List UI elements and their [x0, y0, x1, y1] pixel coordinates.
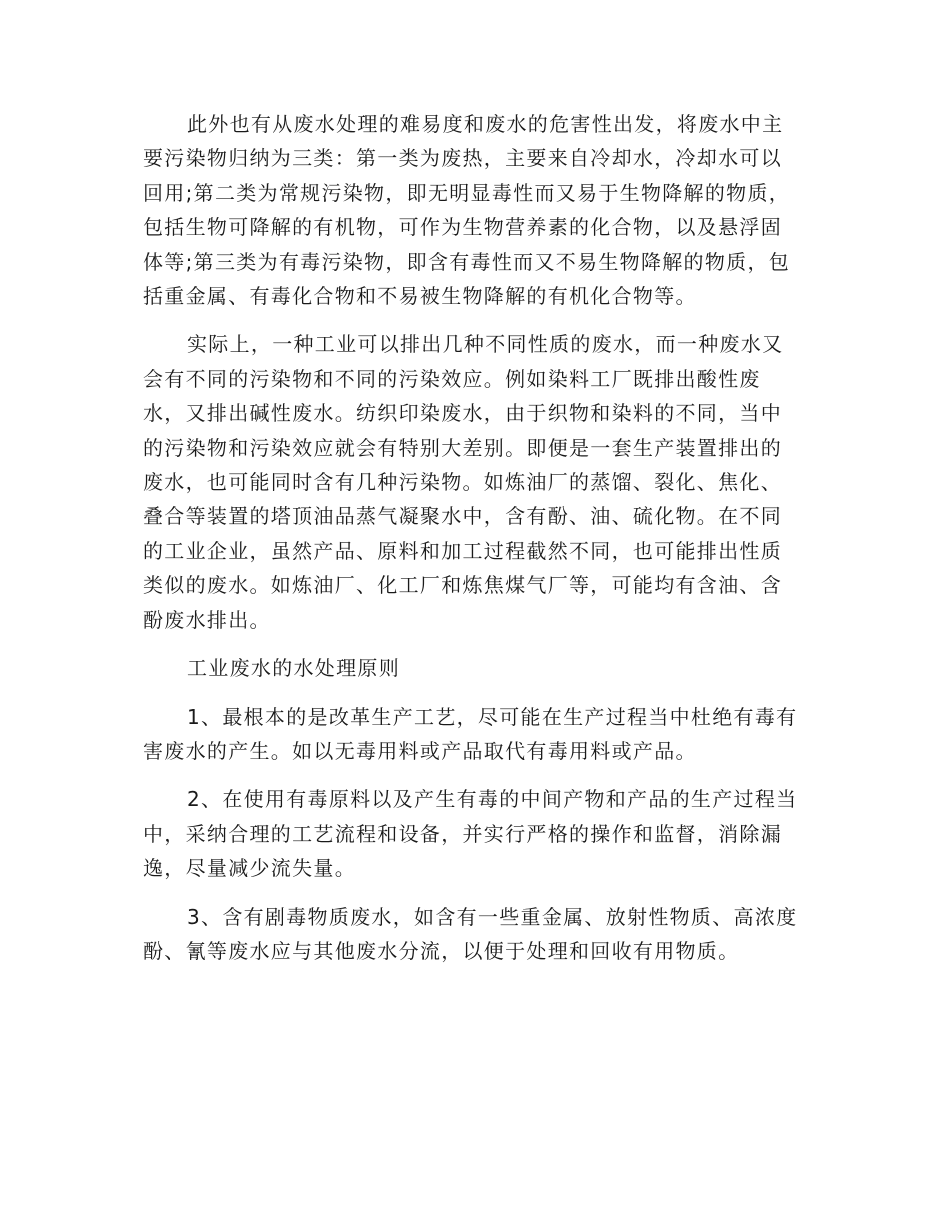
- text-line: 实际上，一种工业可以排出几种不同性质的废水，而一种废水又: [187, 332, 784, 357]
- text-line: 的工业企业，虽然产品、原料和加工过程截然不同，也可能排出性质: [143, 538, 782, 563]
- text-line: 会有不同的污染物和不同的污染效应。例如染料工厂既排出酸性废: [143, 366, 761, 391]
- text-line: 中，采纳合理的工艺流程和设备，并实行严格的操作和监督，消除漏: [143, 821, 782, 846]
- principle-item-3: [143, 900, 811, 969]
- text-line: 回用;第二类为常规污染物，即无明显毒性而又易于生物降解的物质，: [143, 180, 791, 205]
- text-line: 包括生物可降解的有机物，可作为生物营养素的化合物，以及悬浮固: [143, 215, 782, 240]
- text-line: 害废水的产生。如以无毒用料或产品取代有毒用料或产品。: [143, 738, 697, 763]
- principle-item-1: [143, 700, 811, 769]
- heading-treatment-principles: 工业废水的水处理原则: [187, 656, 400, 681]
- text-line: 酚废水排出。: [143, 607, 271, 632]
- text-line: 的污染物和污染效应就会有特别大差别。即便是一套生产装置排出的: [143, 435, 782, 460]
- text-line: 叠合等装置的塔顶油品蒸气凝聚水中，含有酚、油、硫化物。在不同: [143, 504, 782, 529]
- paragraph-industry-wastewater: [143, 327, 811, 637]
- text-line: 1、最根本的是改革生产工艺，尽可能在生产过程当中杜绝有毒有: [187, 704, 798, 729]
- text-line: 2、在使用有毒原料以及产生有毒的中间产物和产品的生产过程当: [187, 787, 798, 812]
- text-line: 酚、氰等废水应与其他废水分流，以便于处理和回收有用物质。: [143, 938, 740, 963]
- paragraph-pollutant-categories: [143, 107, 811, 313]
- text-line: 水，又排出碱性废水。纺织印染废水，由于织物和染料的不同，当中: [143, 401, 782, 426]
- text-line: 要污染物归纳为三类：第一类为废热，主要来自冷却水，冷却水可以: [143, 146, 782, 171]
- text-line: 括重金属、有毒化合物和不易被生物降解的有机化合物等。: [143, 284, 697, 309]
- text-line: 3、含有剧毒物质废水，如含有一些重金属、放射性物质、高浓度: [187, 904, 798, 929]
- document-body: [143, 107, 811, 982]
- text-line: 废水，也可能同时含有几种污染物。如炼油厂的蒸馏、裂化、焦化、: [143, 470, 782, 495]
- text-line: 体等;第三类为有毒污染物，即含有毒性而又不易生物降解的物质，包: [143, 249, 791, 274]
- text-line: 类似的废水。如炼油厂、化工厂和炼焦煤气厂等，可能均有含油、含: [143, 573, 782, 598]
- principle-item-2: [143, 782, 811, 885]
- section-heading: [143, 651, 811, 685]
- text-line: 此外也有从废水处理的难易度和废水的危害性出发，将废水中主: [187, 112, 784, 136]
- text-line: 逸，尽量减少流失量。: [143, 856, 356, 881]
